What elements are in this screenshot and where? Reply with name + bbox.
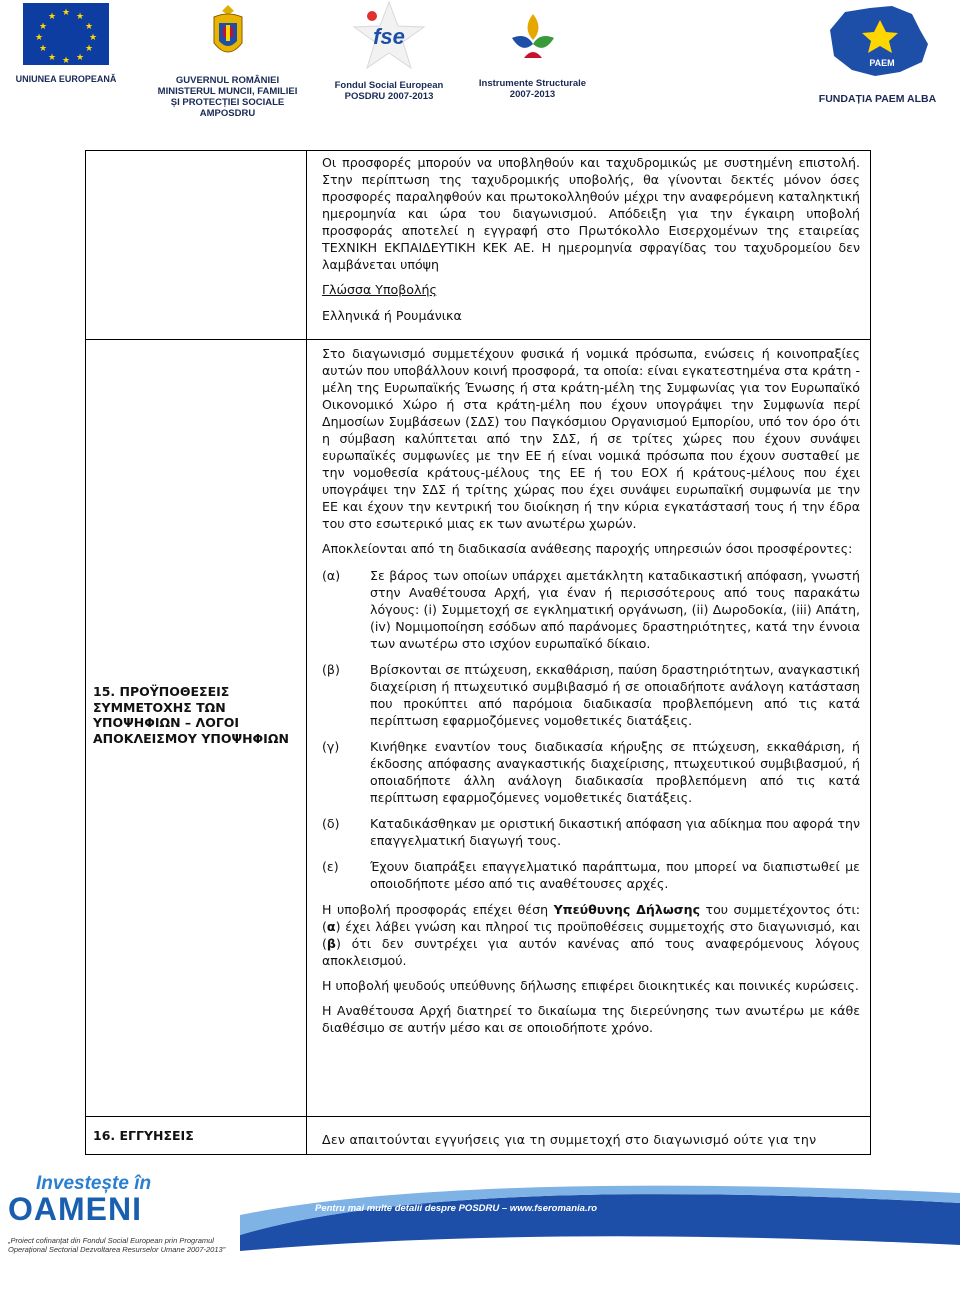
exclusion-item — [322, 858, 860, 892]
row-divider-1 — [86, 339, 870, 340]
investigation-right-paragraph: Η Αναθέτουσα Αρχή διατηρεί το δικαίωμα της διερεύνησης των ανωτέρω με κάθε διαθέσιμο σε αυτήν μέσο και σε οποιοδήποτε χρόνο. — [322, 1003, 860, 1035]
fse-caption-2: POSDRU 2007-2013 — [344, 91, 434, 102]
paem-caption: FUNDAȚIA PAEM ALBA — [818, 93, 937, 105]
participants-paragraph: Στο διαγωνισμό συμμετέχουν φυσικά ή νομικά πρόσωπα, ενώσεις ή κοινοπραξίες αυτών που υποβάλλουν κοινή προσφορά, τα οποία: είναι εγκατεστημένα στα κράτη - μέλη της Ευρωπαϊκής Ένωσης ή στα κράτη-μέλη της Συμφωνίας για τον Ευρωπαϊκό Οικονομικό Χώρο ή στα κράτη-μέλη που έχουν υπογράψει την Συμφωνία περί Δημοσίων Συμβάσεων (ΣΔΣ) του Παγκόσμιου Οργανισμού Εμπορίου, υπό τον όρο ότι η σύμβαση καλύπτεται από την ΣΔΣ, ή σε τρίτες χώρες που έχουν συνάψει ευρωπαϊκές συμφωνίες με την ΕΕ ή είναι νομικά πρόσωπα που έχουν συσταθεί με την νομοθεσία κράτους-μέλους της ΕΕ ή του ΕΟΧ ή κράτους-μέλους που έχει υπογράψει την ΣΔΣ ή τρίτης χώρας που έχει συνάψει ευρωπαϊκή συμφωνία με την ΕΕ και έχουν την κεντρική του διοίκηση ή την κύρια εγκατάστασή τους ή την έδρα του στο εσωτερικό μιας εκ των ανωτέρω χωρών. — [322, 346, 860, 531]
fse-logo — [333, 0, 445, 102]
item-marker: (ε) — [322, 859, 339, 874]
footer-note-2: Operațional Sectorial Dezvoltarea Resurselor Umane 2007-2013” — [8, 1245, 226, 1254]
header-logos — [0, 0, 960, 125]
submission-content — [322, 154, 860, 332]
eu-flag-icon: ★ ★ ★ ★ ★ ★ ★ ★ ★ ★ ★ ★ — [23, 3, 109, 65]
item-text: Σε βάρος των οποίων υπάρχει αμετάκλητη καταδικαστική απόφαση, γνωστή στην Αναθέτουσα Αρχή, για έναν ή περισσότερους από τους παρακάτω λόγους: (i) Συμμετοχή σε εγκληματική οργάνωση, (ii) Δωροδοκία, (iii) Απάτη, (iv) Νομιμοποίηση εσόδων από παράνομες δραστηριότητες, κατά την έννοια των ανωτέρω στο ισχύον ευρωπαϊκό δίκαιο. — [370, 568, 860, 651]
government-logo — [150, 3, 305, 119]
is-caption-2: 2007-2013 — [509, 89, 556, 100]
gov-caption-4: AMPOSDRU — [199, 108, 256, 119]
item-marker: (γ) — [322, 739, 340, 754]
item-marker: (α) — [322, 568, 341, 583]
footer-slogan-2: OAMENI — [8, 1191, 142, 1227]
fse-caption-1: Fondul Social European — [334, 80, 444, 91]
romania-map-icon — [820, 0, 935, 82]
footer-website-text: Pentru mai multe detalii despre POSDRU – www.fseromania.ro — [315, 1203, 598, 1214]
footer-banner — [0, 1165, 960, 1297]
investeste-in-oameni-logo — [8, 1173, 233, 1254]
row-divider-2 — [86, 1116, 870, 1117]
exclusion-intro: Αποκλείονται από τη διαδικασία ανάθεσης παροχής υπηρεσιών όσοι προσφέροντες: — [322, 541, 853, 556]
exclusion-item — [322, 567, 860, 652]
svg-text:PAEM: PAEM — [869, 58, 895, 68]
declaration-text-4: ) ότι δεν συντρέχει για αυτόν κανένας από τους αναφερόμενους λόγους αποκλεισμού. — [322, 936, 860, 968]
gov-caption-2: MINISTERUL MUNCII, FAMILIEI — [157, 86, 298, 97]
section-15-heading: 15. ΠΡΟΫΠΟΘΕΣΕΙΣ ΣΥΜΜΕΤΟΧΗΣ ΤΩΝ ΥΠΟΨΗΦΙΩΝ – ΛΟΓΟΙ ΑΠΟΚΛΕΙΣΜΟΥ ΥΠΟΨΗΦΙΩΝ — [93, 684, 289, 746]
declaration-paragraph — [322, 901, 860, 969]
declaration-text-3: ) έχει λάβει γνώση και πληροί τις προϋποθέσεις συμμετοχής στο διαγωνισμό, και ( — [322, 919, 860, 951]
section-16-heading: 16. ΕΓΓΥΗΣΕΙΣ — [93, 1128, 194, 1143]
item-marker: (δ) — [322, 816, 340, 831]
exclusion-item — [322, 661, 860, 729]
exclusion-item — [322, 815, 860, 849]
structural-instruments-icon — [504, 10, 562, 62]
section-16-content — [322, 1131, 860, 1156]
declaration-marker-b: β — [326, 936, 336, 951]
footer-slogan-1: Investește în — [36, 1173, 152, 1194]
item-text: Έχουν διαπράξει επαγγελματικό παράπτωμα, που μπορεί να διαπιστωθεί με οποιοδήποτε μέσο από τις αναθέτουσες αρχές. — [370, 859, 860, 891]
postal-submission-paragraph: Οι προσφορές μπορούν να υποβληθούν και ταχυδρομικώς με συστημένη επιστολή. Στην περίπτωση της ταχυδρομικής υποβολής, θα γίνονται δεκτές μόνον όσες προσφορές παραληφθούν και πρωτοκολληθούν μέχρι την αναφερόμενη καταληκτική ημερομηνία και ώρα του διαγωνισμού. Απόδειξη για την έγκαιρη υποβολή προσφοράς αποτελεί η εγγραφή στο Πρωτόκολλο Εισερχομένων της εταιρείας ΤΕΧΝΙΚΗ ΕΚΠΑΙΔΕΥΤΙΚΗ ΚΕΚ ΑΕ. Η ημερομηνία σφραγίδας του ταχυδρομείου δεν λαμβάνεται υπόψη — [322, 155, 860, 272]
coat-of-arms-icon — [209, 3, 247, 65]
document-table — [85, 150, 871, 1155]
declaration-marker-a: α — [326, 919, 336, 934]
false-declaration-paragraph: Η υποβολή ψευδούς υπεύθυνης δήλωσης επιφέρει διοικητικές και ποινικές κυρώσεις. — [322, 978, 859, 993]
eu-logo — [12, 3, 120, 85]
submission-language-title: Γλώσσα Υποβολής — [322, 282, 437, 297]
item-text: Βρίσκονται σε πτώχευση, εκκαθάριση, παύση δραστηριότητων, αναγκαστική διαχείριση ή πτωχευτικό συμβιβασμό ή σε οποιαδήποτε ανάλογη κατάσταση που προκύπτει από παρόμοια διαδικασία προβλεπόμενη από τις κατά περίπτωση εφαρμοζόμενες νομοθετικές διατάξεις. — [370, 662, 860, 728]
exclusion-item — [322, 738, 860, 806]
declaration-text-1: Η υποβολή προσφοράς επέχει θέση — [322, 902, 554, 917]
paem-logo — [810, 0, 945, 105]
guarantees-paragraph: Δεν απαιτούνται εγγυήσεις για τη συμμετοχή στο διαγωνισμό ούτε για την — [322, 1132, 817, 1147]
solemn-declaration: Υπεύθυνης Δήλωσης — [553, 902, 701, 917]
is-caption-1: Instrumente Structurale — [478, 78, 587, 89]
fse-star-icon — [352, 0, 426, 70]
column-divider — [306, 151, 307, 1154]
declaration-text-2: του συμμετέχοντος ότι: ( — [322, 902, 861, 934]
structural-instruments-logo — [470, 10, 595, 100]
section-15-content — [322, 345, 860, 1044]
item-marker: (β) — [322, 662, 340, 677]
eu-caption: UNIUNEA EUROPEANĂ — [15, 74, 117, 84]
item-text: Καταδικάσθηκαν με οριστική δικαστική απόφαση για αδίκημα που αφορά την επαγγελματική διαγωγή τους. — [370, 816, 860, 848]
item-text: Κινήθηκε εναντίον τους διαδικασία κήρυξης σε πτώχευση, εκκαθάριση, ή έκδοσης απόφασης αναγκαστικής διαχείρισης, πτωχευτικού συμβιβασμού, ή οποιαδήποτε άλλη ανάλογη διαδικασία προβλεπόμενη από τις κατά περίπτωση εφαρμοζόμενες νομοθετικές διατάξεις. — [370, 739, 860, 805]
footer-swoosh-band — [240, 1185, 960, 1253]
footer-note-1: „Proiect cofinanțat din Fondul Social European prin Programul — [8, 1236, 214, 1245]
gov-caption-1: GUVERNUL ROMÂNIEI — [175, 75, 280, 86]
svg-text:fse: fse — [373, 24, 405, 49]
gov-caption-3: ȘI PROTECȚIEI SOCIALE — [170, 97, 285, 108]
submission-language-value: Ελληνικά ή Ρουμάνικα — [322, 308, 462, 323]
